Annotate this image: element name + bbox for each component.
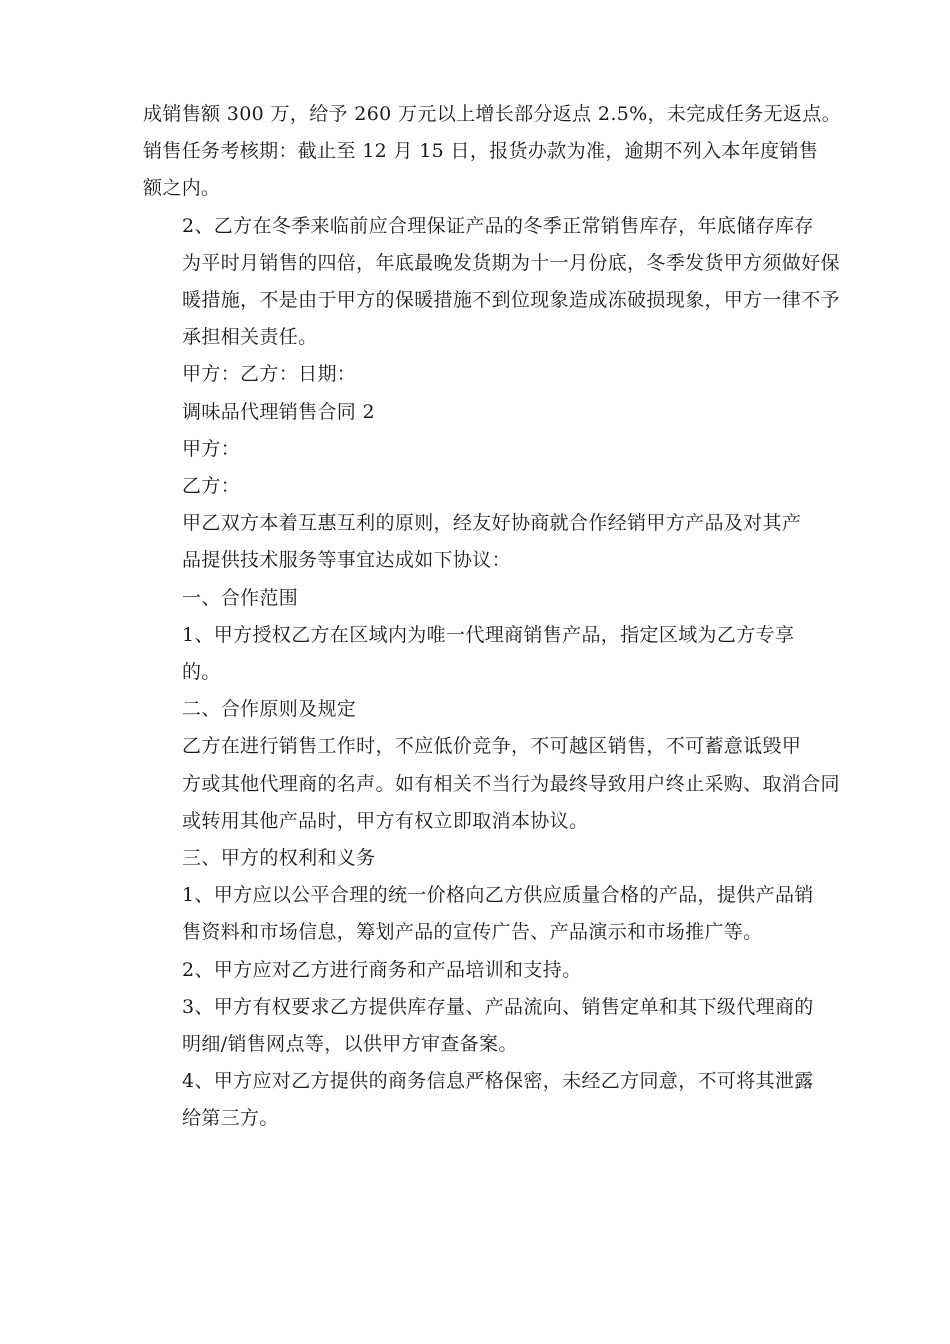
paragraph [143, 989, 814, 1063]
text-line: 的。 [182, 661, 221, 684]
text-line: 成销售额 300 万，给予 260 万元以上增长部分返点 2.5%，未完成任务无返点。 [143, 103, 842, 125]
paragraph [143, 96, 842, 208]
text-line: 4、甲方应对乙方提供的商务信息严格保密，未经乙方同意，不可将其泄露 [182, 1070, 814, 1093]
text-line: 调味品代理销售合同 2 [182, 400, 375, 423]
paragraph [143, 877, 814, 951]
text-line: 售资料和市场信息，筹划产品的宣传广告、产品演示和市场推广等。 [182, 921, 763, 944]
paragraph [143, 394, 811, 431]
text-line: 乙方在进行销售工作时，不应低价竞争，不可越区销售，不可蓄意诋毁甲 [182, 735, 802, 758]
text-line: 为平时月销售的四倍，年底最晚发货期为十一月份底，冬季发货甲方须做好保 [182, 251, 840, 274]
paragraph [143, 617, 811, 691]
text-line: 明细/销售网点等，以供甲方审查备案。 [182, 1033, 518, 1056]
paragraph [143, 840, 811, 877]
document-body [143, 96, 842, 1138]
text-line: 乙方： [182, 475, 241, 498]
paragraph [143, 1063, 814, 1137]
text-line: 一、合作范围 [182, 586, 299, 609]
text-line: 方或其他代理商的名声。如有相关不当行为最终导致用户终止采购、取消合同 [182, 772, 840, 795]
text-line: 给第三方。 [182, 1107, 279, 1130]
text-line: 品提供技术服务等事宜达成如下协议： [182, 549, 511, 572]
text-line: 2、甲方应对乙方进行商务和产品培训和支持。 [182, 958, 582, 981]
text-line: 二、合作原则及规定 [182, 698, 357, 721]
text-line: 额之内。 [143, 177, 221, 200]
text-line: 或转用其他产品时，甲方有权立即取消本协议。 [182, 809, 589, 832]
text-line: 1、甲方授权乙方在区域内为唯一代理商销售产品，指定区域为乙方专享 [182, 623, 795, 646]
paragraph [143, 691, 811, 728]
text-line: 3、甲方有权要求乙方提供库存量、产品流向、销售定单和其下级代理商的 [182, 995, 814, 1018]
text-line: 三、甲方的权利和义务 [182, 847, 376, 870]
paragraph [143, 208, 840, 357]
paragraph [143, 580, 811, 617]
paragraph [143, 505, 811, 579]
text-line: 甲乙双方本着互惠互利的原则，经友好协商就合作经销甲方产品及对其产 [182, 512, 802, 535]
text-line: 1、甲方应以公平合理的统一价格向乙方供应质量合格的产品，提供产品销 [182, 884, 814, 907]
text-line: 甲方： [182, 437, 241, 460]
paragraph [143, 952, 811, 989]
paragraph [143, 431, 811, 468]
text-line: 暖措施，不是由于甲方的保暖措施不到位现象造成冻破损现象，甲方一律不予 [182, 289, 840, 312]
text-line: 2、乙方在冬季来临前应合理保证产品的冬季正常销售库存，年底储存库存 [182, 214, 814, 237]
paragraph [143, 468, 811, 505]
text-line: 销售任务考核期：截止至 12 月 15 日，报货办款为准，逾期不列入本年度销售 [143, 140, 819, 163]
text-line: 甲方：乙方：日期： [182, 363, 357, 386]
text-line: 承担相关责任。 [182, 326, 318, 349]
paragraph [143, 356, 811, 393]
paragraph [143, 728, 840, 840]
